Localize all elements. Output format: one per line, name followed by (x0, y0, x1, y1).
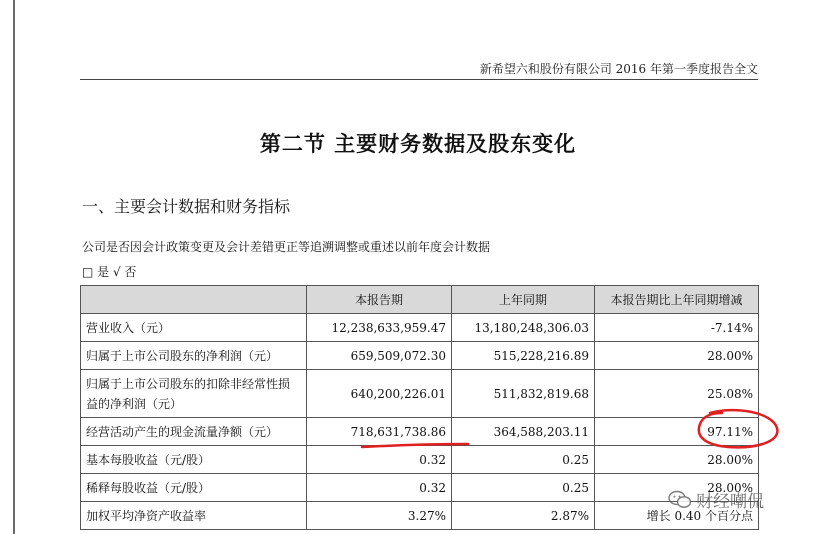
change-value: 28.00% (595, 474, 759, 502)
table-row (81, 502, 759, 530)
watermark (668, 487, 764, 512)
row-label: 加权平均净资产收益率 (81, 502, 307, 530)
prior-period-value: 364,588,203.11 (452, 418, 595, 446)
table-header-row (81, 286, 759, 314)
table-row (81, 474, 759, 502)
subsection-title: 一、主要会计数据和财务指标 (82, 197, 291, 216)
row-label: 营业收入（元） (81, 314, 307, 342)
watermark-text: 财经嘲侃 (696, 492, 764, 512)
prior-period-value: 515,228,216.89 (452, 342, 595, 370)
row-label: 归属于上市公司股东的扣除非经常性损益的净利润（元） (81, 370, 307, 418)
restatement-question: 公司是否因会计政策变更及会计差错更正等追溯调整或重述以前年度会计数据 (82, 240, 491, 254)
change-value: 97.11% (595, 418, 759, 446)
prior-period-value: 2.87% (452, 502, 595, 530)
change-value: 28.00% (595, 342, 759, 370)
row-label: 稀释每股收益（元/股） (81, 474, 307, 502)
wechat-icon (668, 490, 692, 510)
prior-period-value: 0.25 (452, 474, 595, 502)
prior-period-value: 13,180,248,306.03 (452, 314, 595, 342)
table-row (81, 342, 759, 370)
current-period-value: 12,238,633,959.47 (307, 314, 452, 342)
current-period-value: 659,509,072.30 (307, 342, 452, 370)
section-title: 第二节 主要财务数据及股东变化 (259, 132, 577, 156)
header-divider (80, 79, 758, 80)
row-label: 经营活动产生的现金流量净额（元） (81, 418, 307, 446)
current-period-value: 718,631,738.86 (307, 418, 452, 446)
change-value: 增长 0.40 个百分点 (595, 502, 759, 530)
current-period-value: 0.32 (307, 474, 452, 502)
change-value: -7.14% (595, 314, 759, 342)
financial-data-table (80, 285, 759, 530)
prior-period-value: 0.25 (452, 446, 595, 474)
table-row (81, 446, 759, 474)
table-row (81, 418, 759, 446)
report-header: 新希望六和股份有限公司 2016 年第一季度报告全文 (479, 62, 758, 76)
change-value: 25.08% (595, 370, 759, 418)
page-left-border (13, 0, 15, 534)
table-header-cell: 上年同期 (452, 286, 595, 314)
restatement-answer: □ 是 √ 否 (82, 265, 137, 279)
table-row (81, 314, 759, 342)
table-row (81, 370, 759, 418)
prior-period-value: 511,832,819.68 (452, 370, 595, 418)
table-header-cell (81, 286, 307, 314)
current-period-value: 3.27% (307, 502, 452, 530)
row-label: 归属于上市公司股东的净利润（元） (81, 342, 307, 370)
row-label: 基本每股收益（元/股） (81, 446, 307, 474)
current-period-value: 0.32 (307, 446, 452, 474)
change-value: 28.00% (595, 446, 759, 474)
current-period-value: 640,200,226.01 (307, 370, 452, 418)
table-header-cell: 本报告期 (307, 286, 452, 314)
table-header-cell: 本报告期比上年同期增减 (595, 286, 759, 314)
